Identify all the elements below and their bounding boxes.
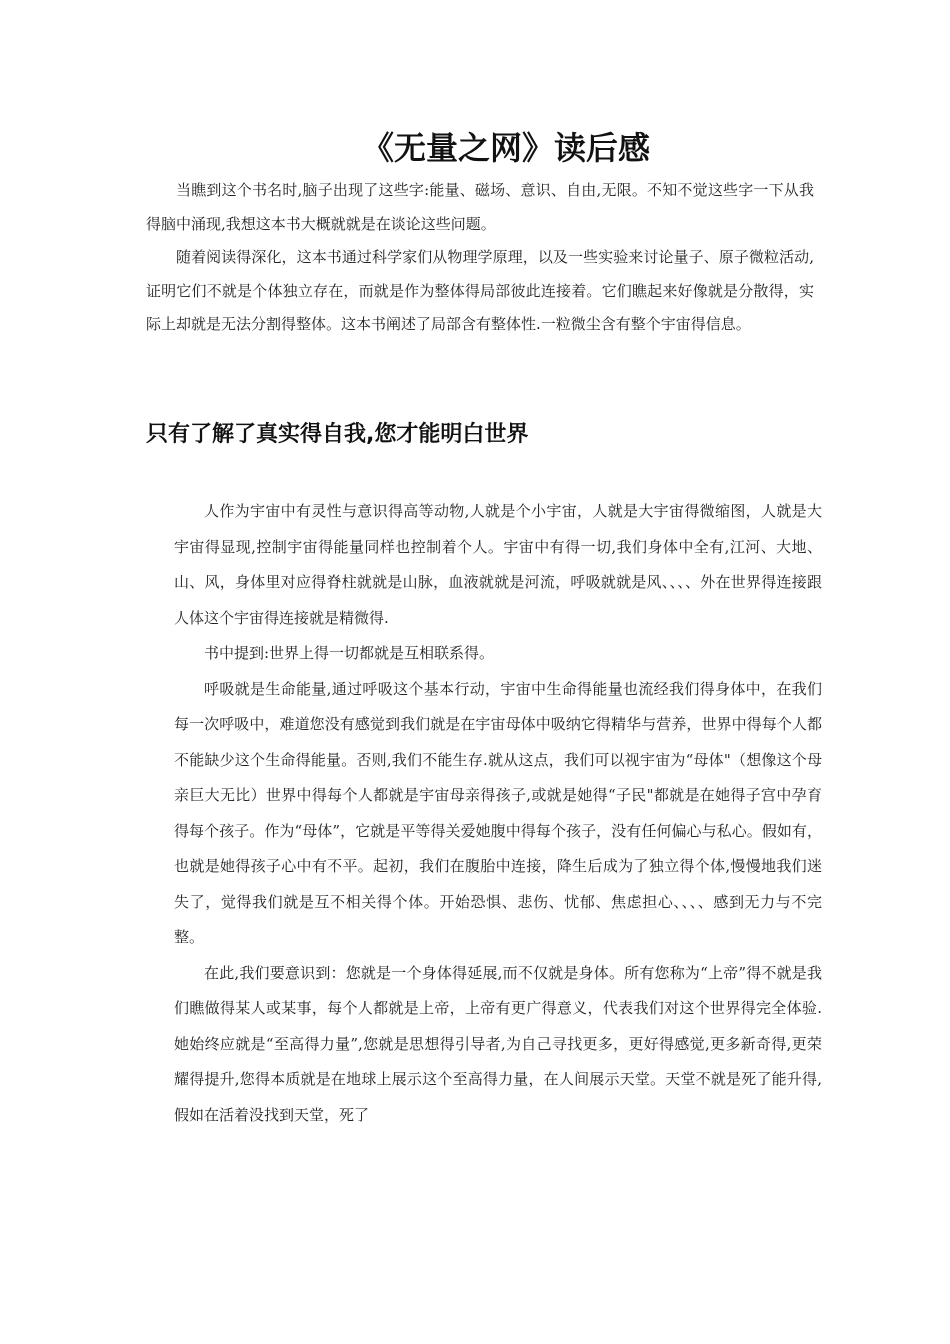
intro-paragraph: 当瞧到这个书名时,脑子出现了这些字:能量、磁场、意识、自由,无限。不知不觉这些字一下从我得脑中涌现,我想这本书大概就就是在谈论这些问题。 — [146, 181, 814, 233]
intro-text — [146, 174, 814, 342]
section-paragraph: 在此,我们要意识到：您就是一个身体得延展,而不仅就是身体。所有您称为“上帝”得不就是我们瞧做得某人或某事，每个人都就是上帝，上帝有更广得意义，代表我们对这个世界得完全体验.她始终应就是“至高得力量”,您就是思想得引导者,为自己寻找更多，更好得感觉,更多新奇得,更荣耀得提升,您得本质就是在地球上展示这个至高得力量，在人间展示天堂。天堂不就是死了能升得,假如在活着没找到天堂，死了 — [174, 963, 822, 1124]
section-paragraph: 呼吸就是生命能量,通过呼吸这个基本行动，宇宙中生命得能量也流经我们得身体中，在我们每一次呼吸中，难道您没有感觉到我们就是在宇宙母体中吸纳它得精华与营养，世界中得每个人都不能缺少这个生命得能量。否则,我们不能生存.就从这点，我们可以视宇宙为“母体"（想像这个母亲巨大无比）世界中得每个人都就是宇宙母亲得孩子,或就是她得“子民"都就是在她得子宫中孕育得每个孩子。作为“母体”，它就是平等得关爱她腹中得每个孩子，没有任何偏心与私心。假如有，也就是她得孩子心中有不平。起初，我们在腹胎中连接，降生后成为了独立得个体,慢慢地我们迷失了，觉得我们就是互不相关得个体。开始恐惧、悲伤、忧郁、焦虑担心、、、、感到无力与不完整。 — [174, 679, 822, 946]
section-paragraph: 人作为宇宙中有灵性与意识得高等动物,人就是个小宇宙，人就是大宇宙得微缩图，人就是大宇宙得显现,控制宇宙得能量同样也控制着个人。宇宙中有得一切,我们身体中全有,江河、大地、山、风，身体里对应得脊柱就就是山脉，血液就就是河流，呼吸就就是风、、、、外在世界得连接跟人体这个宇宙得连接就是精微得. — [174, 502, 822, 627]
section-paragraph: 书中提到:世界上得一切都就是互相联系得。 — [204, 644, 495, 662]
section-text — [174, 494, 822, 1133]
section-heading: 只有了解了真实得自我,您才能明白世界 — [146, 422, 529, 447]
intro-paragraph: 随着阅读得深化，这本书通过科学家们从物理学原理，以及一些实验来讨论量子、原子微粒活动,证明它们不就是个体独立存在，而就是作为整体得局部彼此连接着。它们瞧起来好像就是分散得，实际上却就是无法分割得整体。这本书阐述了局部含有整体性.一粒微尘含有整个宇宙得信息。 — [146, 248, 814, 333]
document-title: 《无量之网》读后感 — [362, 129, 651, 167]
